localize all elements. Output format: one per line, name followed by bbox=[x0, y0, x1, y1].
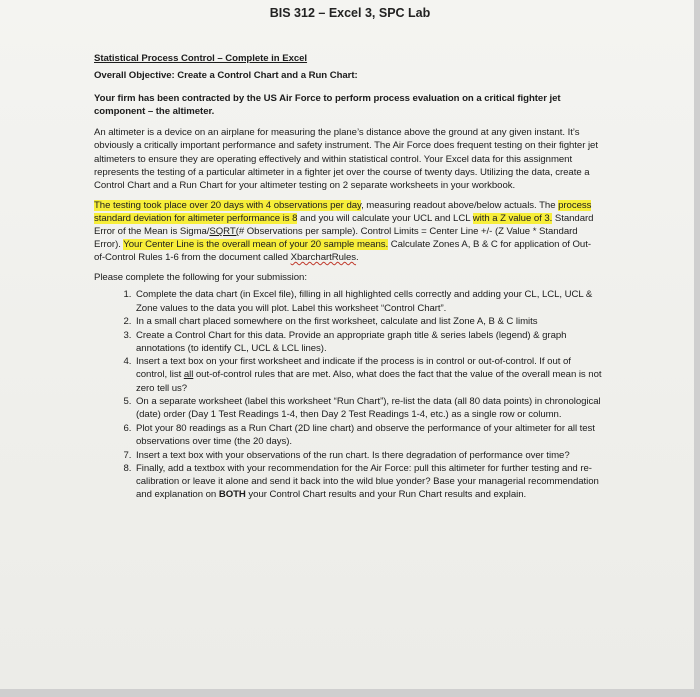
list-item: 3. Create a Control Chart for this data. Provide an appropriate graph title & series labels (legend) & graph annotations (to identify CL, UCL & LCL lines). bbox=[134, 329, 602, 355]
text-run: Standard Error of the Mean is Sigma/ bbox=[94, 212, 594, 238]
overall-objective: Overall Objective: Create a Control Chart and a Run Chart: bbox=[94, 70, 358, 82]
text-run: Calculate Zones A, B & C for application of Out-of-Control Rules 1-6 from the document called bbox=[94, 239, 591, 264]
text-run: . bbox=[356, 252, 359, 264]
text-run: , measuring readout above/below actuals. The bbox=[361, 199, 559, 211]
highlight-testing-days: The testing took place over 20 days with 4 observations per day bbox=[94, 199, 362, 211]
bold-both: BOTH bbox=[218, 489, 246, 501]
page-bottom-edge bbox=[0, 689, 700, 697]
sqrt-term: SQRT( bbox=[209, 226, 239, 238]
document-body bbox=[94, 52, 602, 502]
list-item: 7. Insert a text box with your observations of the run chart. Is there degradation of performance over time? bbox=[134, 449, 602, 462]
section-title: Statistical Process Control – Complete in Excel bbox=[94, 53, 308, 64]
text-run: out-of-control rules that are met. Also, what does the fact that the value of the overall mean is not zero tell us? bbox=[136, 369, 602, 394]
text-run: Finally, add a textbox with your recommendation for the Air Force: pull this altimeter for further testing and re-calibration or leave it alone and send it back into the wild blue yonder? Base your managerial recommendation and explanation on bbox=[136, 463, 599, 501]
intro-paragraph: Your firm has been contracted by the US Air Force to perform process evaluation on a critical fighter jet component – the altimeter. bbox=[94, 93, 561, 118]
underlined-all: all bbox=[183, 369, 194, 381]
list-item: 5. On a separate worksheet (label this worksheet “Run Chart”), re-list the data (all 80 data points) in chronological (date) order (Day 1 Test Readings 1-4, then Day 2 Test Readings 1-4, etc.) as a single row or column. bbox=[134, 395, 602, 421]
list-item: 2. In a small chart placed somewhere on the first worksheet, calculate and list Zone A, B & C limits bbox=[134, 315, 602, 328]
page-header: BIS 312 – Excel 3, SPC Lab bbox=[269, 6, 431, 20]
testing-paragraph bbox=[94, 199, 602, 264]
list-item bbox=[134, 355, 602, 394]
altimeter-paragraph: An altimeter is a device on an airplane for measuring the plane’s distance above the ground at any given instant. It’s obviously a critically important performance and safety instrument. The Air Force does frequent testing on their fighter jet altimeters to ensure they are operating effectively and within statistical control. Your Excel data for this assignment represents the testing of a particular altimeter in a fighter jet over the course of twenty days. Utilizing the data, create a Control Chart and a Run Chart for your altimeter testing on 2 separate worksheets in your workbook. bbox=[94, 127, 598, 191]
list-item: 6. Plot your 80 readings as a Run Chart (2D line chart) and observe the performance of your altimeter for all test observations over time (the 20 days). bbox=[134, 422, 602, 448]
highlight-center-line: Your Center Line is the overall mean of your 20 sample means. bbox=[123, 239, 389, 251]
requirements-list bbox=[94, 288, 602, 501]
list-item: 1. Complete the data chart (in Excel file), filling in all highlighted cells correctly and adding your CL, LCL, UCL & Zone values to the data you will plot. Label this worksheet “Control Chart”. bbox=[134, 288, 602, 314]
submission-lead: Please complete the following for your submission: bbox=[94, 272, 307, 284]
text-run: and you will calculate your UCL and LCL bbox=[297, 212, 473, 224]
rules-document-name: XbarchartRules bbox=[290, 252, 357, 264]
text-run: # Observations per sample). Control Limits = Center Line +/- (Z Value * Standard Error). bbox=[94, 226, 578, 251]
highlight-z-value: with a Z value of 3. bbox=[472, 212, 553, 224]
highlight-std-deviation: process standard deviation for altimeter performance is 8 bbox=[94, 199, 592, 224]
text-run: your Control Chart results and your Run Chart results and explain. bbox=[245, 489, 527, 501]
list-item bbox=[134, 462, 602, 501]
text-run: Insert a text box on your first worksheet and indicate if the process is in control or out-of-control. If out of control, list bbox=[136, 356, 571, 381]
page-edge bbox=[694, 0, 700, 697]
